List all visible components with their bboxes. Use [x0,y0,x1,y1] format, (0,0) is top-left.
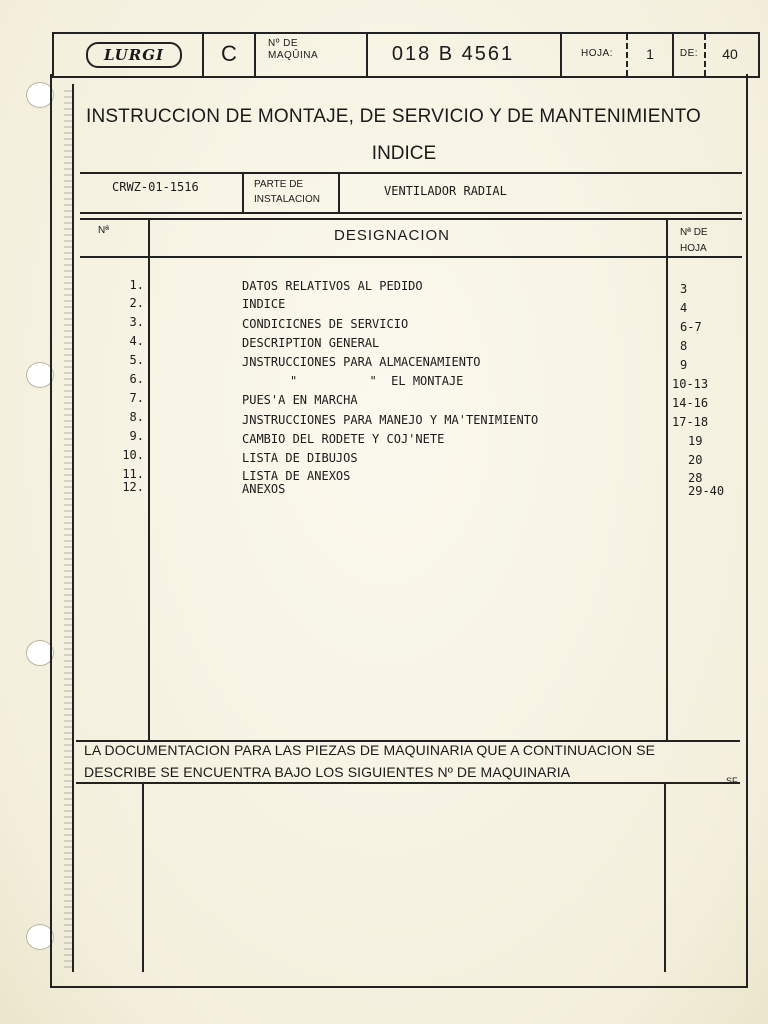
note-line-2: DESCRIBE SE ENCUENTRA BAJO LOS SIGUIENTES Nº DE MAQUINARIA [84,764,571,780]
hoja-label: HOJA: [581,48,613,59]
maquina-label [262,34,362,74]
row-designation: PUES'A EN MARCHA [242,393,358,407]
document-subtitle: INDICE [371,143,437,164]
column-header-designacion: DESIGNACION [334,227,451,244]
table-column-divider [666,218,668,740]
outer-right-border [746,74,748,986]
row-designation: INDICE [242,297,286,311]
title-block-divider [560,32,562,76]
lower-column-divider [142,784,144,972]
row-page: 17-18 [672,415,709,429]
row-number: 2. [129,296,144,310]
row-number: 7. [129,391,144,405]
row-designation: CAMBIO DEL RODETE Y COJ'NETE [242,432,445,446]
column-header-hoja [680,225,708,257]
table-top-line [80,218,742,220]
note-line-1: LA DOCUMENTACION PARA LAS PIEZAS DE MAQUINARIA QUE A CONTINUACION SE [84,742,656,758]
maquina-label-line1: Nº DE [268,38,299,49]
row-designation: " " EL MONTAJE [290,374,464,388]
row-page: 9 [680,358,688,372]
equipment-description: VENTILADOR RADIAL [384,184,507,198]
row-page: 14-16 [672,396,709,410]
row-designation: DATOS RELATIVOS AL PEDIDO [242,279,423,293]
row-number: 4. [129,334,144,348]
row-page: 10-13 [672,377,709,391]
info-row-divider [242,172,244,214]
machine-number: 018 B 4561 [391,42,515,65]
row-designation: ANEXOS [242,482,286,496]
parte-label-line1: PARTE DE [254,179,304,190]
row-page: 28 [688,471,703,485]
de-label: DE: [679,48,699,59]
reviewer-initials: SF [726,776,738,786]
table-column-divider [148,218,150,740]
row-page: 4 [680,301,688,315]
row-page: 3 [680,282,688,296]
row-page: 19 [688,434,703,448]
row-designation: CONDICICNES DE SERVICIO [242,317,409,331]
row-number: 3. [129,315,144,329]
row-number: 6. [129,372,144,386]
maquina-label-line2: MAQÛINA [268,50,319,61]
table-header-line [80,256,742,258]
title-block-divider [254,32,256,76]
info-row-bottom-line [80,212,742,214]
lurgi-logo: LURGI [86,42,182,68]
row-number: 9. [129,429,144,443]
info-row-divider [338,172,340,214]
column-header-hoja-line2: HOJA [680,243,707,254]
row-designation: JNSTRUCCIONES PARA ALMACENAMIENTO [242,355,481,369]
outer-left-border [50,74,52,986]
info-row-top-line [80,172,742,174]
lower-column-divider [664,784,666,972]
row-designation: JNSTRUCCIONES PARA MANEJO Y MA'TENIMIENTO [242,413,539,427]
row-number: 10. [122,448,144,462]
row-page: 20 [688,453,703,467]
de-value: 40 [722,46,738,62]
row-number: 5. [129,353,144,367]
row-number: 12. [122,480,144,494]
row-number: 11. [122,467,144,481]
column-header-no: Nª [98,225,109,236]
row-designation: DESCRIPTION GENERAL [242,336,380,350]
row-number: 1. [129,278,144,292]
column-header-hoja-line1: Nª DE [680,227,708,238]
parte-label-line2: INSTALACION [254,194,320,205]
hoja-value: 1 [646,46,654,62]
inner-left-border [72,84,74,972]
row-designation: LISTA DE ANEXOS [242,469,351,483]
row-designation: LISTA DE DIBUJOS [242,451,358,465]
revision-letter: C [221,41,237,66]
document-title: INSTRUCCION DE MONTAJE, DE SERVICIO Y DE MANTENIMIENTO [86,106,702,127]
parte-label [254,177,320,207]
row-page: 8 [680,339,688,353]
row-page: 29-40 [688,484,725,498]
note-bottom-line [76,782,740,784]
row-number: 8. [129,410,144,424]
row-page: 6-7 [680,320,702,334]
outer-bottom-border [50,986,748,988]
plant-code: CRWZ-01-1516 [112,180,199,194]
